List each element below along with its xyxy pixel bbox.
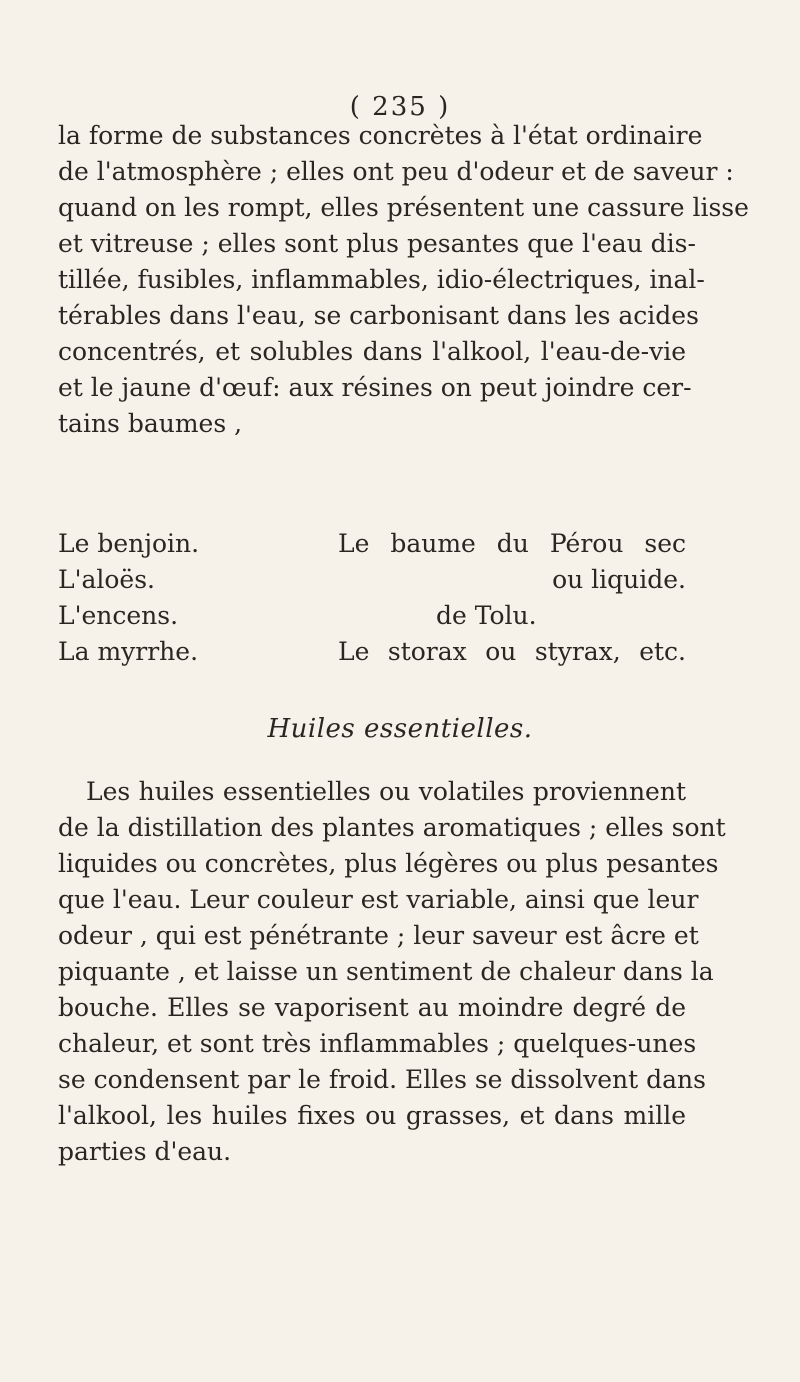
resin-list-right-column (338, 526, 686, 670)
list-item: La myrrhe. (58, 637, 199, 666)
text-line: odeur , qui est pénétrante ; leur saveur est âcre et (58, 921, 699, 950)
text-line: tillée, fusibles, inflammables, idio-électriques, inal- (58, 265, 705, 294)
text-line: parties d'eau. (58, 1137, 232, 1166)
text-line: et vitreuse ; elles sont plus pesantes que l'eau dis- (58, 229, 696, 258)
list-item: L'aloës. (58, 565, 155, 594)
text-line: concentrés, et solubles dans l'alkool, l'eau-de-vie (58, 337, 686, 366)
text-line: se condensent par le froid. Elles se dissolvent dans (58, 1065, 706, 1094)
text-line: térables dans l'eau, se carbonisant dans les acides (58, 301, 699, 330)
text-line: chaleur, et sont très inflammables ; quelques-unes (58, 1029, 697, 1058)
text-line: et le jaune d'œuf: aux résines on peut joindre cer- (58, 373, 692, 402)
list-item: ou liquide. (552, 565, 686, 594)
text-line: quand on les rompt, elles présentent une cassure lisse (58, 193, 749, 222)
text-line: Les huiles essentielles ou volatiles proviennent (86, 777, 686, 806)
text-line: bouche. Elles se vaporisent au moindre degré de (58, 993, 686, 1022)
list-item: Le benjoin. (58, 529, 200, 558)
page-number: ( 235 ) (349, 92, 451, 122)
list-item: L'encens. (58, 601, 179, 630)
paragraph-resins (58, 118, 749, 442)
text-line: liquides ou concrètes, plus légères ou plus pesantes (58, 849, 719, 878)
text-line: tains baumes , (58, 409, 243, 438)
text-line: que l'eau. Leur couleur est variable, ainsi que leur (58, 885, 699, 914)
resin-list-left-column (58, 526, 308, 670)
text-line: de la distillation des plantes aromatiques ; elles sont (58, 813, 726, 842)
list-item: de Tolu. (436, 601, 537, 630)
list-item: Le storax ou styrax, etc. (338, 637, 686, 666)
text-line: de l'atmosphère ; elles ont peu d'odeur et de saveur : (58, 157, 734, 186)
text-line: la forme de substances concrètes à l'état ordinaire (58, 121, 703, 150)
text-line: piquante , et laisse un sentiment de chaleur dans la (58, 957, 714, 986)
text-line: l'alkool, les huiles fixes ou grasses, et dans mille (58, 1101, 686, 1130)
list-item: Le baume du Pérou sec (338, 529, 686, 558)
paragraph-essential-oils (58, 774, 726, 1170)
section-heading: Huiles essentielles. (267, 714, 533, 744)
